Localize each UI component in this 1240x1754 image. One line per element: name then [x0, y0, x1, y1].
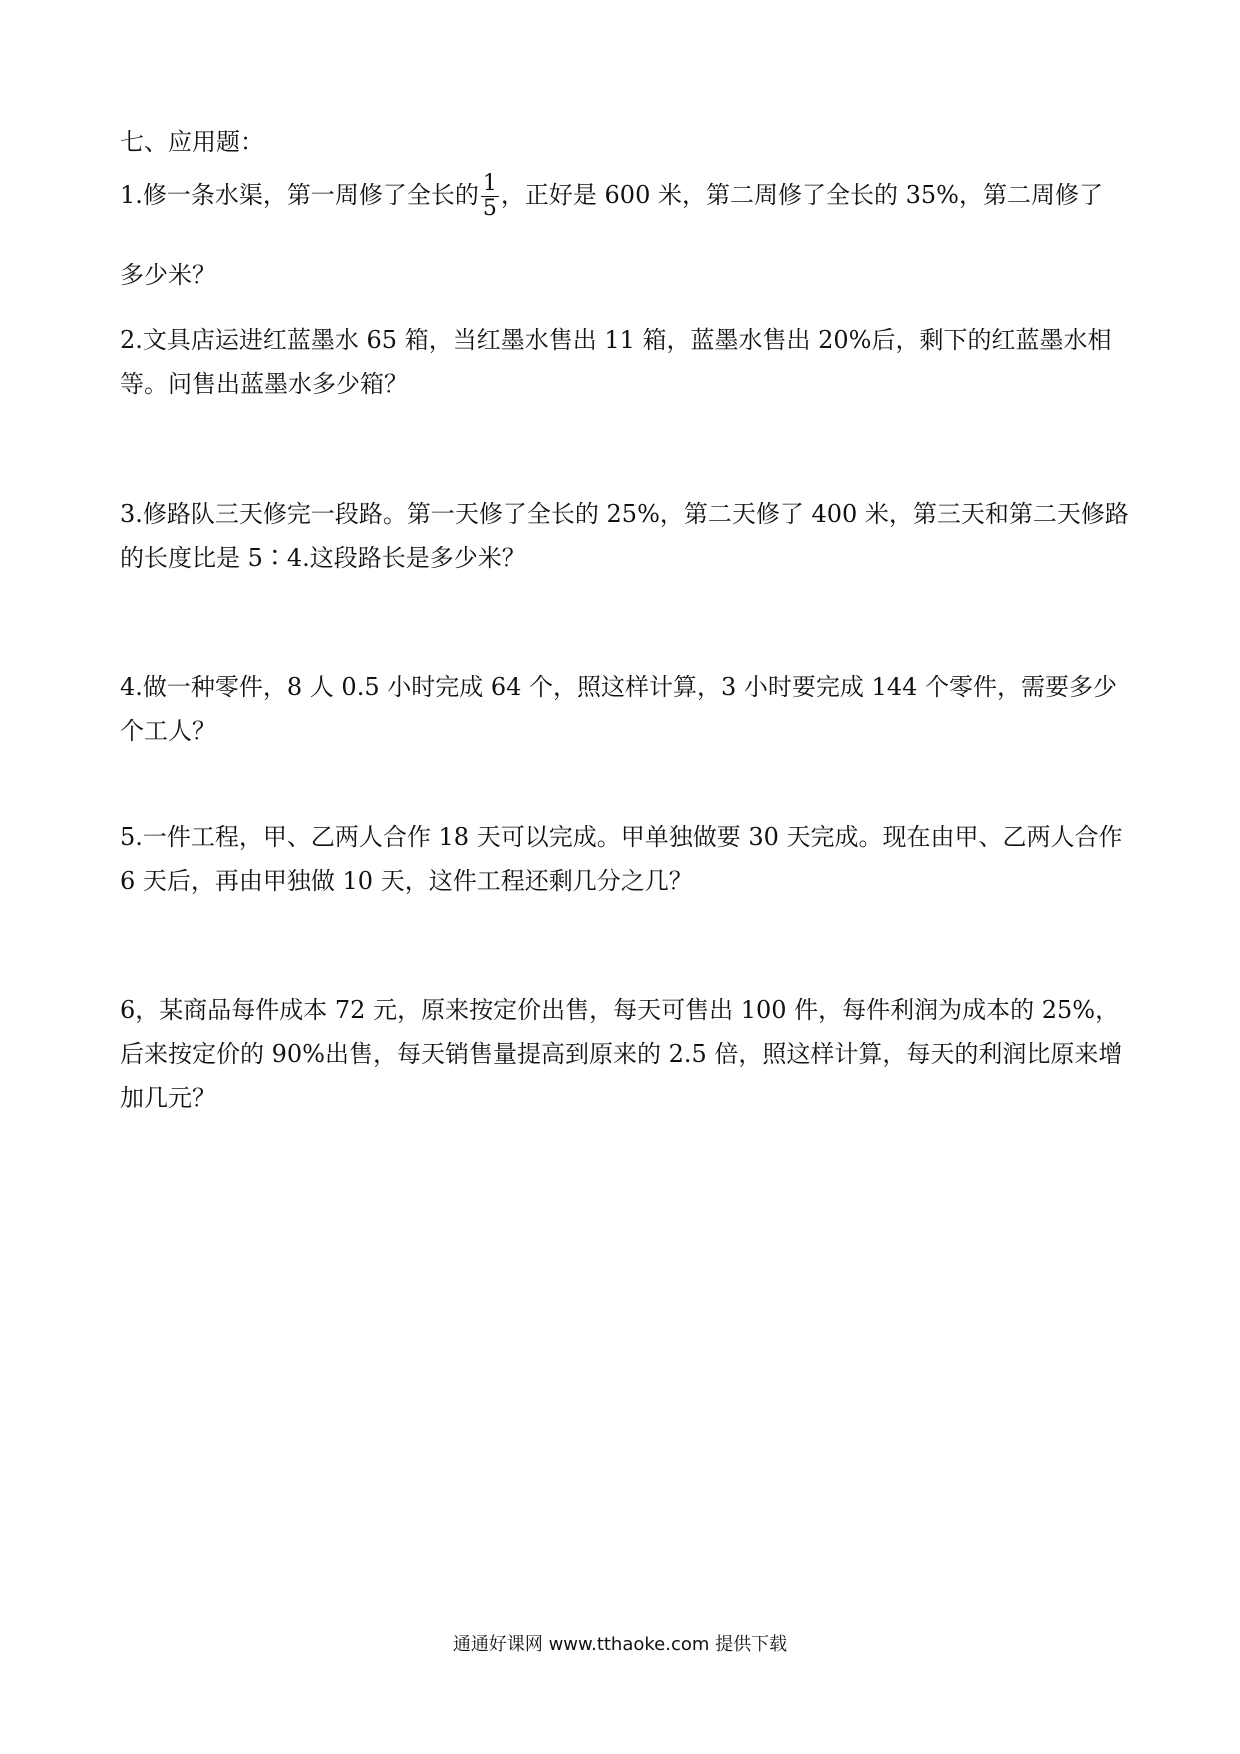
question-4: 4.做一种零件，8 人 0.5 小时完成 64 个，照这样计算，3 小时要完成 144 个零件，需要多少个工人？ — [120, 673, 1117, 745]
footer-source: 通通好课网 www.tthaoke.com 提供下载 — [452, 1634, 788, 1655]
question-1-line-2: 多少米？ — [120, 261, 216, 289]
question-1-text-before: 1.修一条水渠，第一周修了全长的 — [120, 181, 479, 209]
fraction-denominator: 5 — [482, 196, 497, 221]
section-title: 七、应用题： — [120, 128, 264, 156]
question-6: 6，某商品每件成本 72 元，原来按定价出售，每天可售出 100 件，每件利润为成本的 25%，后来按定价的 90%出售，每天销售量提高到原来的 2.5 倍，照这样计算，每天的利润比原来增加几元？ — [120, 996, 1123, 1112]
fraction-numerator: 1 — [482, 171, 497, 196]
question-1 — [120, 172, 1130, 297]
fraction-one-fifth — [481, 172, 499, 221]
question-2: 2.文具店运进红蓝墨水 65 箱，当红墨水售出 11 箱，蓝墨水售出 20%后，剩下的红蓝墨水相等。问售出蓝墨水多少箱？ — [120, 326, 1112, 398]
question-1-text-after: ，正好是 600 米，第二周修了全长的 35%，第二周修了 — [500, 181, 1103, 209]
question-5: 5.一件工程，甲、乙两人合作 18 天可以完成。甲单独做要 30 天完成。现在由甲、乙两人合作 6 天后，再由甲独做 10 天，这件工程还剩几分之几？ — [120, 823, 1123, 895]
question-3: 3.修路队三天修完一段路。第一天修了全长的 25%，第二天修了 400 米，第三天和第二天修路的长度比是 5∶4.这段路长是多少米？ — [120, 500, 1129, 572]
